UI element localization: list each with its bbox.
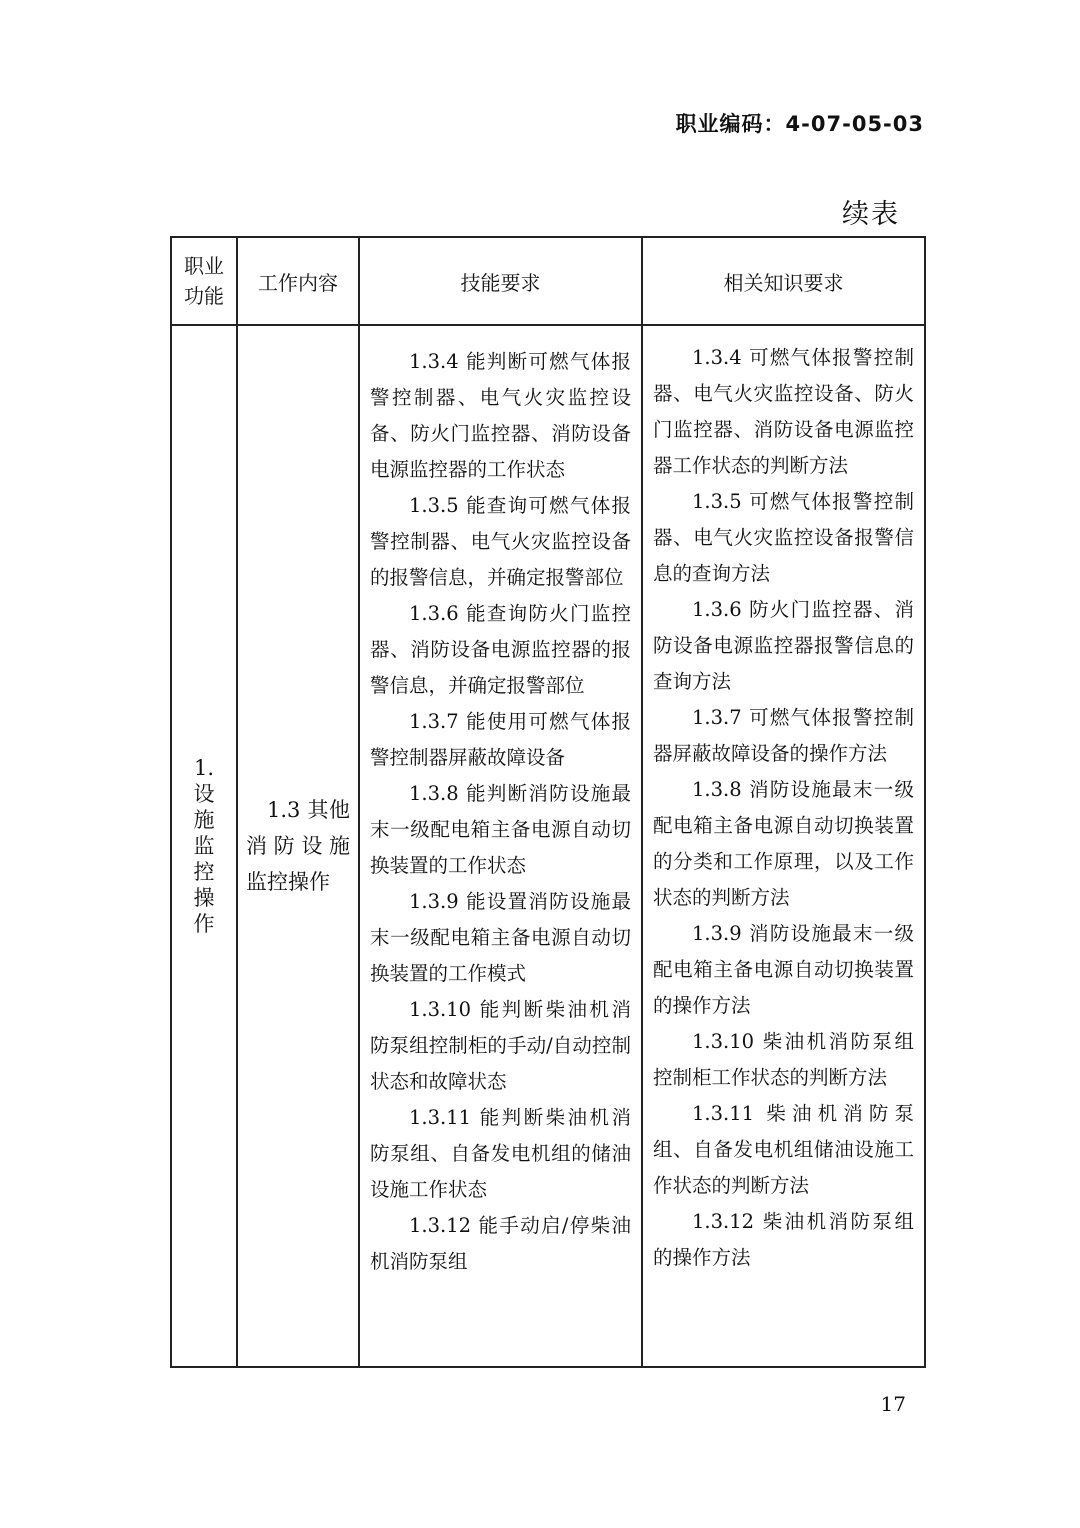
knowledge-item: 1.3.6 防火门监控器、消防设备电源监控器报警信息的查询方法 [653, 598, 914, 693]
skill-item: 1.3.5 能查询可燃气体报警控制器、电气火灾监控设备的报警信息，并确定报警部位 [370, 494, 631, 589]
knowledge-item: 1.3.9 消防设施最末一级配电箱主备电源自动切换装置的操作方法 [653, 922, 914, 1017]
knowledge-item: 1.3.8 消防设施最末一级配电箱主备电源自动切换装置的分类和工作原理，以及工作状态的判断方法 [653, 778, 914, 909]
header-skills: 技能要求 [359, 237, 642, 325]
skill-item: 1.3.4 能判断可燃气体报警控制器、电气火灾监控设备、防火门监控器、消防设备电源监控器的工作状态 [370, 350, 631, 481]
skill-item: 1.3.10 能判断柴油机消防泵组控制柜的手动/自动控制状态和故障状态 [370, 998, 631, 1093]
skill-item: 1.3.7 能使用可燃气体报警控制器屏蔽故障设备 [370, 710, 631, 769]
function-cell [171, 325, 237, 1367]
knowledge-item: 1.3.10 柴油机消防泵组控制柜工作状态的判断方法 [653, 1030, 914, 1089]
skill-item: 1.3.9 能设置消防设施最末一级配电箱主备电源自动切换装置的工作模式 [370, 890, 631, 985]
continued-label: 续表 [842, 199, 900, 230]
skill-item: 1.3.8 能判断消防设施最末一级配电箱主备电源自动切换装置的工作状态 [370, 782, 631, 877]
knowledge-cell [642, 325, 925, 1367]
page-number: 17 [880, 1392, 906, 1416]
function-name: 设 施 监 控 操 作 [193, 782, 215, 936]
skill-item: 1.3.11 能判断柴油机消防泵组、自备发电机组的储油设施工作状态 [370, 1106, 631, 1201]
knowledge-item: 1.3.11 柴油机消防泵组、自备发电机组储油设施工作状态的判断方法 [653, 1102, 914, 1197]
work-content-text: 1.3 其他消防设施监控操作 [246, 798, 350, 894]
table-header-row [171, 237, 925, 325]
header-function [171, 237, 237, 325]
knowledge-item: 1.3.4 可燃气体报警控制器、电气火灾监控设备、防火门监控器、消防设备电源监控器工作状态的判断方法 [653, 346, 914, 477]
function-number: 1. [193, 756, 215, 780]
knowledge-item: 1.3.7 可燃气体报警控制器屏蔽故障设备的操作方法 [653, 706, 914, 765]
skills-table [170, 236, 926, 1368]
skill-item: 1.3.12 能手动启/停柴油机消防泵组 [370, 1214, 631, 1273]
header-work-content: 工作内容 [237, 237, 359, 325]
knowledge-item: 1.3.5 可燃气体报警控制器、电气火灾监控设备报警信息的查询方法 [653, 490, 914, 585]
skills-cell [359, 325, 642, 1367]
table-row [171, 325, 925, 1367]
knowledge-item: 1.3.12 柴油机消防泵组的操作方法 [653, 1210, 914, 1269]
occupation-code: 职业编码：4-07-05-03 [675, 112, 924, 136]
header-function-label: 职业 功能 [184, 254, 224, 308]
header-knowledge: 相关知识要求 [642, 237, 925, 325]
work-content-cell [237, 325, 359, 1367]
skill-item: 1.3.6 能查询防火门监控器、消防设备电源监控器的报警信息，并确定报警部位 [370, 602, 631, 697]
